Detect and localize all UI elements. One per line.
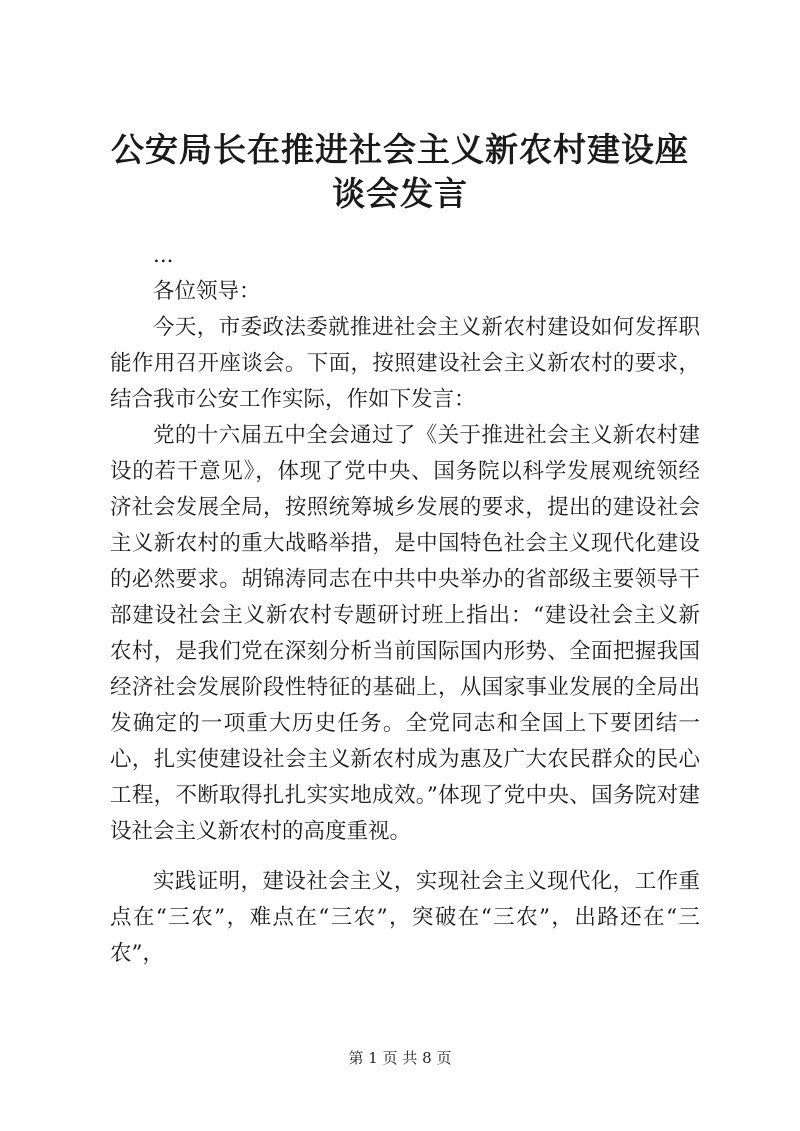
- document-body: [110, 238, 700, 972]
- page-footer: 第 1 页 共 8 页: [348, 1049, 452, 1067]
- intro-paragraph: 今天，市委政法委就推进社会主义新农村建设如何发挥职能作用召开座谈会。下面，按照建设社会主义新农村的要求，结合我市公安工作实际，作如下发言：: [110, 315, 700, 412]
- ellipsis-paragraph: ...: [153, 243, 174, 268]
- document-title: 公安局长在推进社会主义新农村建设座谈会发言: [111, 130, 689, 213]
- salutation-paragraph: 各位领导：: [153, 279, 261, 304]
- background-paragraph: 党的十六届五中全会通过了《关于推进社会主义新农村建设的若干意见》，体现了党中央、国务院以科学发展观统领经济社会发展全局，按照统筹城乡发展的要求，提出的建设社会主义新农村的重大战略举措，是中国特色社会主义现代化建设的必然要求。胡锦涛同志在中共中央举办的省部级主要领导干部建设社会主义新农村专题研讨班上指出：“建设社会主义新农村，是我们党在深刻分析当前国际国内形势、全面把握我国经济社会发展阶段性特征的基础上，从国家事业发展的全局出发确定的一项重大历史任务。全党同志和全国上下要团结一心，扎实使建设社会主义新农村成为惠及广大农民群众的民心工程，不断取得扎扎实实地成效。”体现了党中央、国务院对建设社会主义新农村的高度重视。: [110, 423, 700, 844]
- practice-paragraph: 实践证明，建设社会主义，实现社会主义现代化，工作重点在“三农”，难点在“三农”，突破在“三农”，出路还在“三农”，: [110, 869, 700, 966]
